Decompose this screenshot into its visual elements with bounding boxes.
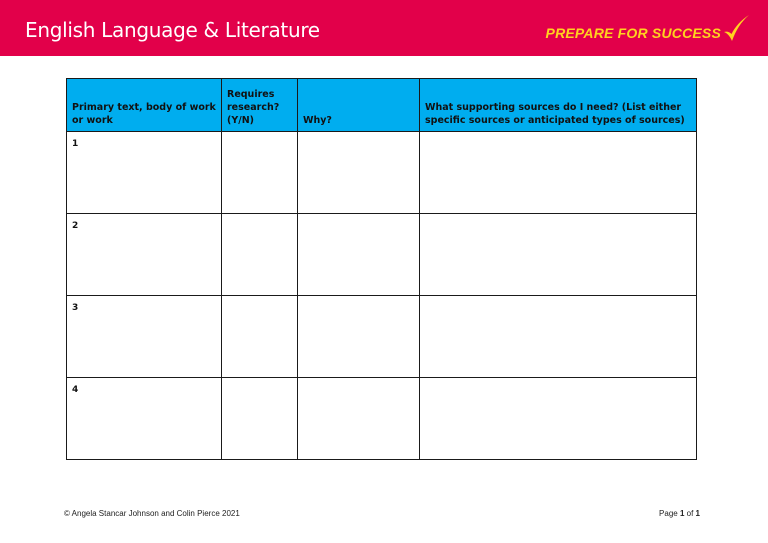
sources-cell[interactable]	[420, 214, 697, 296]
research-cell[interactable]	[222, 132, 298, 214]
row-number-cell[interactable]: 4	[67, 378, 222, 460]
why-cell[interactable]	[298, 214, 420, 296]
row-number-cell[interactable]: 1	[67, 132, 222, 214]
research-cell[interactable]	[222, 296, 298, 378]
research-planning-table	[66, 78, 697, 460]
table-row	[67, 296, 697, 378]
table-header-row	[67, 79, 697, 132]
copyright-notice: © Angela Stancar Johnson and Colin Pierce 2021	[64, 509, 240, 518]
page-current: 1	[679, 509, 685, 518]
column-header-supporting-sources: What supporting sources do I need? (List either specific sources or anticipated types of sources)	[420, 79, 697, 132]
why-cell[interactable]	[298, 296, 420, 378]
why-cell[interactable]	[298, 132, 420, 214]
research-cell[interactable]	[222, 378, 298, 460]
page-title: English Language & Literature	[25, 18, 320, 42]
sources-cell[interactable]	[420, 296, 697, 378]
table-row	[67, 214, 697, 296]
sources-cell[interactable]	[420, 378, 697, 460]
column-header-why: Why?	[298, 79, 420, 132]
why-cell[interactable]	[298, 378, 420, 460]
page-of-label: of	[686, 509, 694, 518]
row-number-cell[interactable]: 2	[67, 214, 222, 296]
tagline-text: PREPARE FOR SUCCESS	[545, 25, 721, 41]
row-number-cell[interactable]: 3	[67, 296, 222, 378]
table-row	[67, 378, 697, 460]
checkmark-icon	[722, 14, 750, 44]
tagline-logo	[546, 14, 750, 44]
column-header-primary-text: Primary text, body of work or work	[67, 79, 222, 132]
research-cell[interactable]	[222, 214, 298, 296]
page-total: 1	[695, 509, 700, 518]
header-banner	[0, 0, 768, 56]
page-label: Page	[659, 509, 678, 518]
page-indicator	[659, 509, 700, 518]
column-header-requires-research: Requires research? (Y/N)	[222, 79, 298, 132]
table-row	[67, 132, 697, 214]
sources-cell[interactable]	[420, 132, 697, 214]
